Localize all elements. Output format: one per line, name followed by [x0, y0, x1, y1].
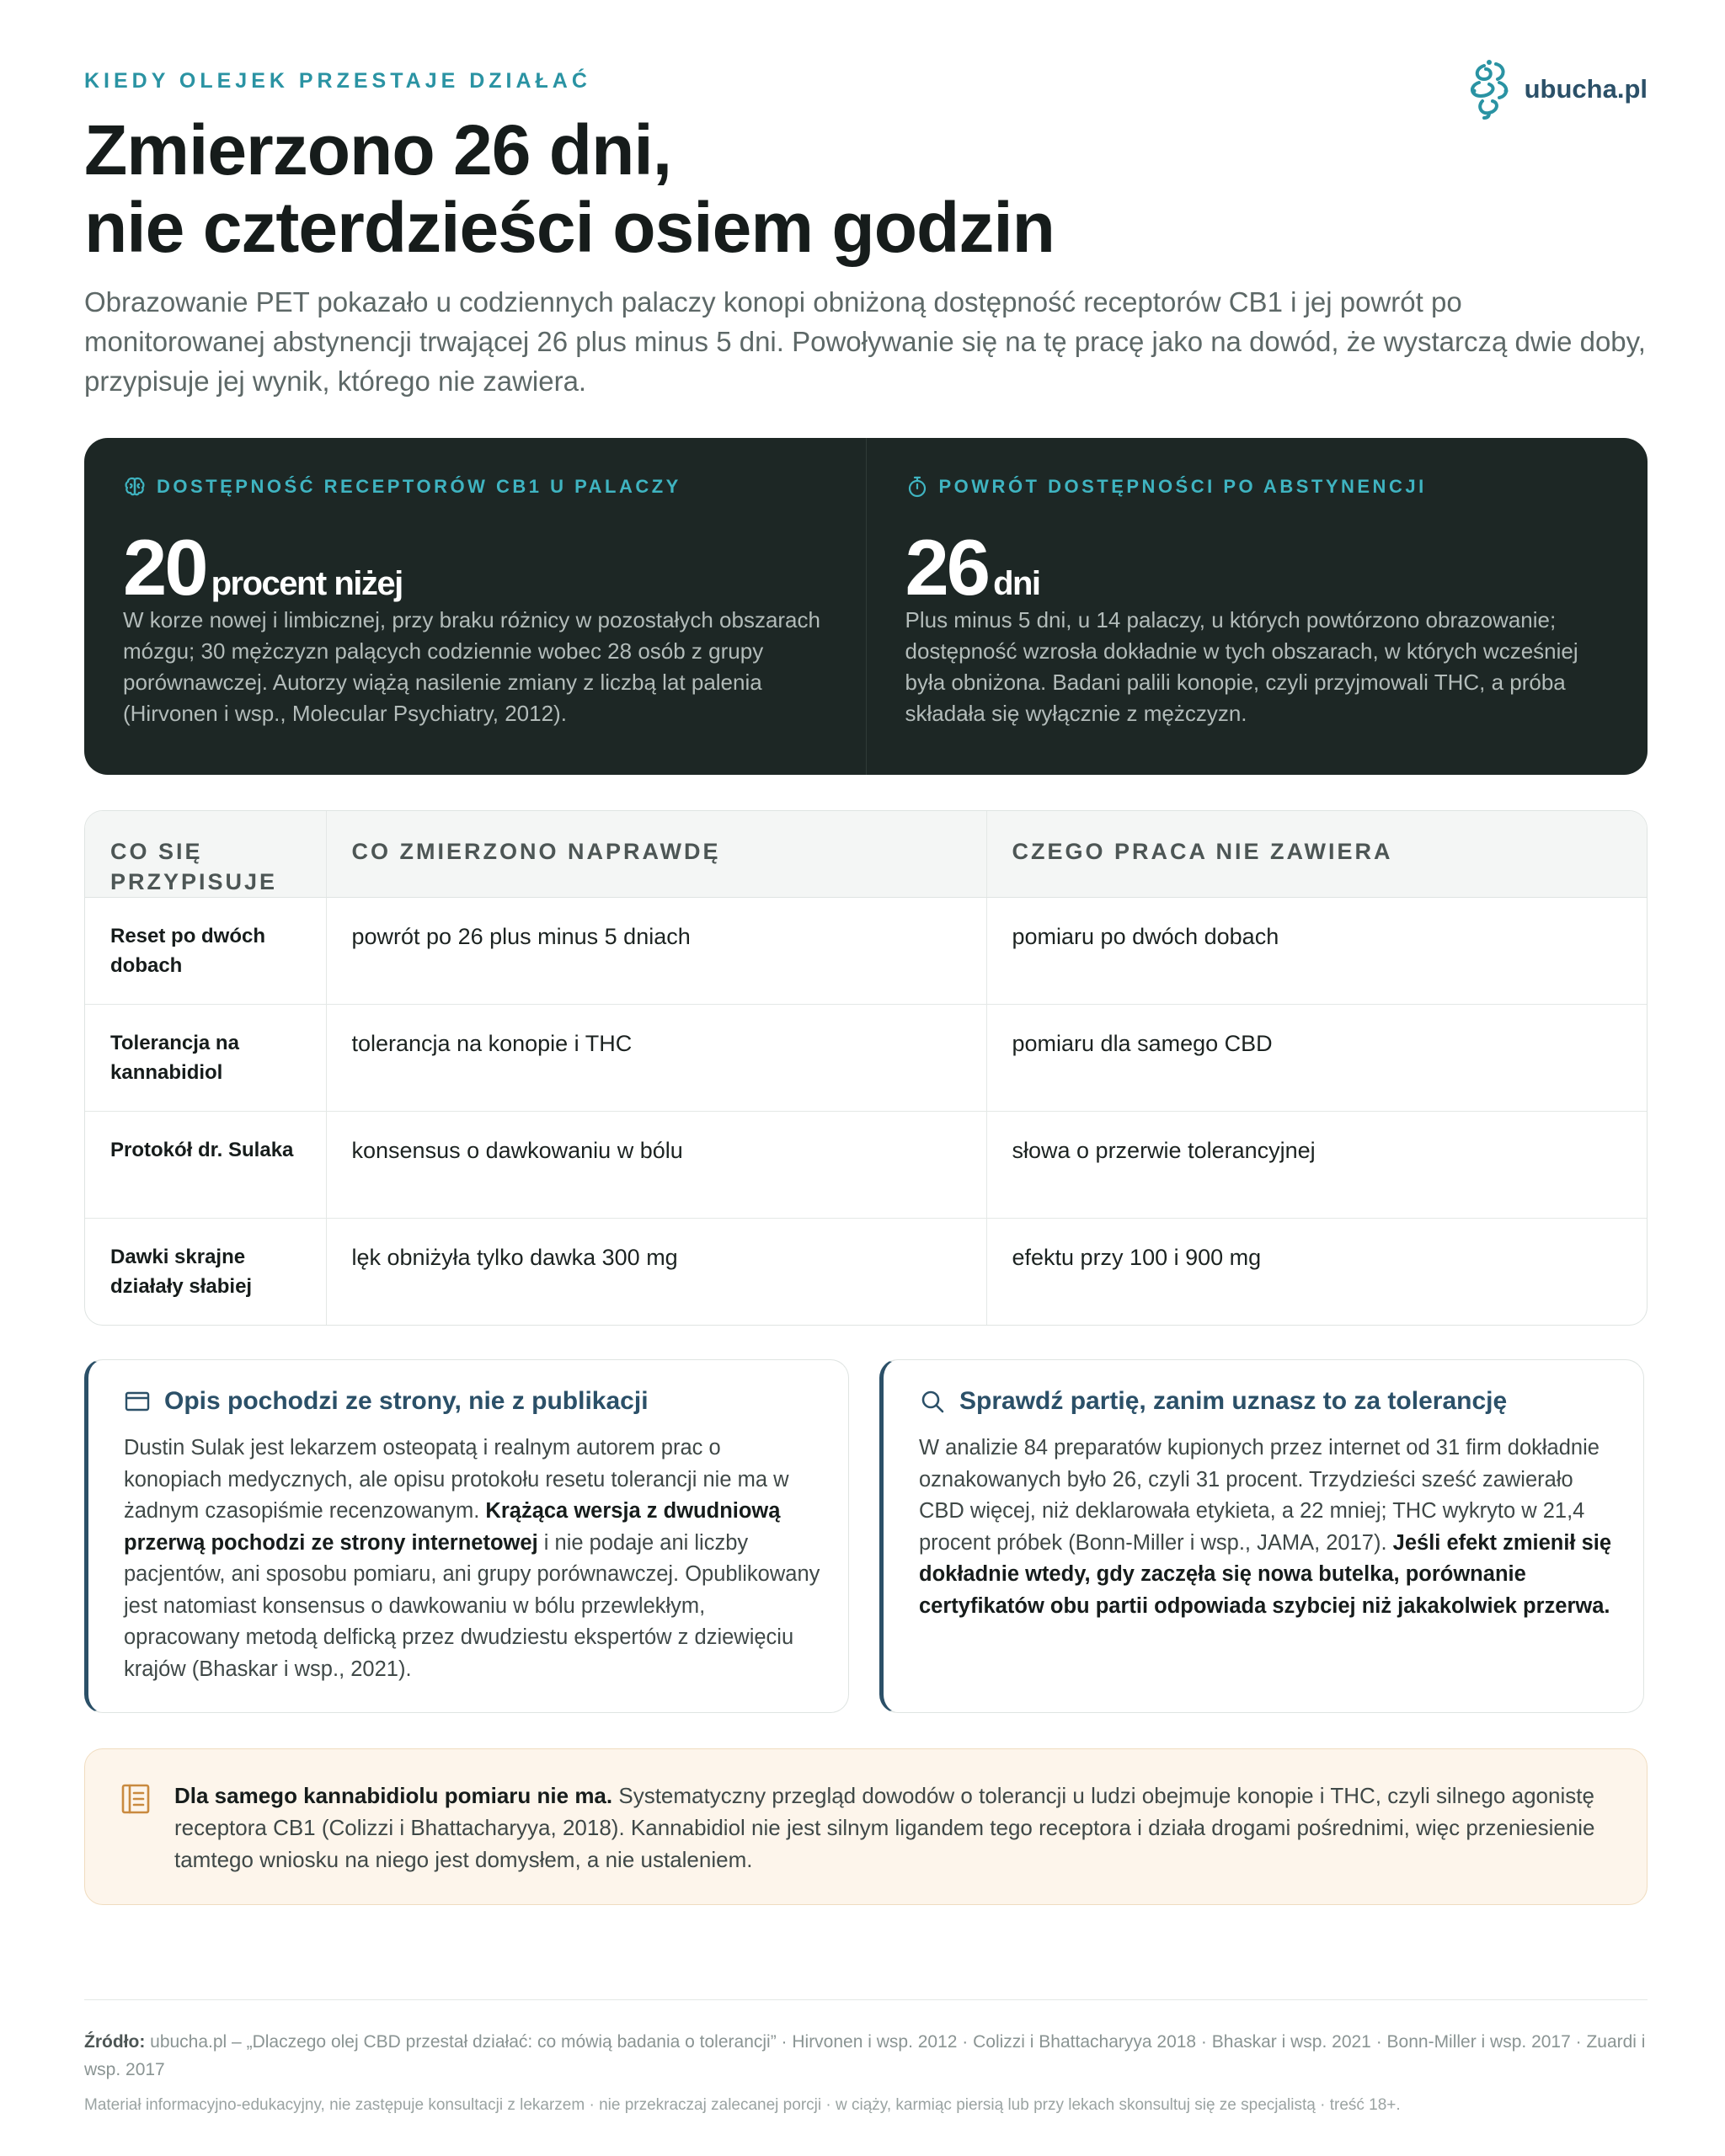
stat-value	[905, 522, 1040, 613]
eyebrow: KIEDY OLEJEK PRZESTAJE DZIAŁAĆ	[84, 69, 591, 93]
table-row	[85, 1004, 1647, 1111]
table-cell-measured: powrót po 26 plus minus 5 dniach	[326, 898, 986, 1005]
stat-number: 20	[123, 523, 206, 611]
source-line	[84, 2028, 1648, 2084]
brand-logo-icon	[1464, 57, 1516, 121]
table-cell-measured: tolerancja na konopie i THC	[326, 1004, 986, 1111]
card-title-text: Opis pochodzi ze strony, nie z publikacji	[164, 1387, 649, 1415]
stat-number: 26	[905, 523, 989, 611]
brain-icon	[123, 475, 147, 499]
table-cell-missing: pomiaru dla samego CBD	[986, 1004, 1647, 1111]
callout-body: Systematyczny przegląd dowodów o tolerancji u ludzi obejmuje konopie i THC, czyli silnego agonistę receptora CB1 (Colizzi i Bhattacharyya, 2018). Kannabidiol nie jest silnym ligandem tego receptora i działa drogami pośrednimi, więc przeniesienie tamtego wniosku na niego jest domysłem, a nie ustaleniem.	[174, 1783, 1595, 1872]
card-body-text: W analizie 84 preparatów kupionych przez internet od 31 firm dokładnie oznakowanych było 26, czyli 31 procent. Trzydzieści sześć zawierało CBD więcej, niż deklarowała etykieta, a 22 mniej; THC wykryto w 21,4 procent próbek (Bonn-Miller i wsp., JAMA, 2017).	[919, 1436, 1599, 1555]
table-cell-claim: Reset po dwóch dobach	[85, 898, 326, 1005]
card-title-text: Sprawdź partię, zanim uznasz to za tolerancję	[959, 1387, 1508, 1415]
page-title-line-2: nie czterdzieści osiem godzin	[84, 188, 1055, 267]
table-cell-claim: Dawki skrajne działały słabiej	[110, 1245, 253, 1298]
browser-window-icon	[124, 1388, 151, 1415]
column-header: CZEGO PRACA NIE ZAWIERA	[986, 811, 1647, 898]
table-cell-missing: efektu przy 100 i 900 mg	[986, 1218, 1647, 1325]
callout-note	[84, 1748, 1648, 1905]
page-title	[84, 111, 1348, 266]
column-header: CO SIĘ PRZYPISUJE	[85, 811, 326, 898]
stat-unit: procent niżej	[211, 565, 403, 602]
card-source-origin	[84, 1359, 849, 1713]
table-cell-measured: konsensus o dawkowaniu w bólu	[326, 1111, 986, 1218]
table-cell-claim: Protokół dr. Sulaka	[85, 1111, 326, 1218]
table-cell-measured: lęk obniżyła tylko dawka 300 mg	[326, 1218, 986, 1325]
comparison-table	[84, 810, 1648, 1326]
disclaimer: Materiał informacyjno-edukacyjny, nie zastępuje konsultacji z lekarzem · nie przekraczaj zalecanej porcji · w ciąży, karmiąc piersią lub przy lekach skonsultuj się ze specjalistą · treść 18+.	[84, 2096, 1401, 2114]
page-title-line-1: Zmierzono 26 dni,	[84, 110, 672, 189]
footer-divider	[84, 1999, 1648, 2000]
infographic-page	[84, 0, 1648, 2114]
stat-label-text: POWRÓT DOSTĘPNOŚCI PO ABSTYNENCJI	[938, 476, 1427, 497]
card-title	[124, 1387, 649, 1416]
card-body-emphasis: Krążąca wersja z dwudniową przerwą pochodzi ze strony internetowej	[124, 1499, 781, 1555]
callout-emphasis: Dla samego kannabidiolu pomiaru nie ma.	[174, 1783, 613, 1808]
stat-description: Plus minus 5 dni, u 14 palaczy, u których powtórzono obrazowanie; dostępność wzrosła dokładnie w tych obszarach, w których wcześniej była obniżona. Badani palili konopie, czyli przyjmowali THC, a próba składała się wyłącznie z mężczyzn.	[905, 607, 1578, 726]
card-title	[919, 1387, 1507, 1416]
table-row	[85, 1111, 1647, 1218]
card-body	[124, 1433, 823, 1685]
stat-unit: dni	[993, 565, 1040, 602]
stopwatch-icon	[905, 475, 929, 499]
table-header-row	[85, 811, 1647, 898]
search-icon	[919, 1388, 946, 1415]
card-body-emphasis: Jeśli efekt zmienił się dokładnie wtedy, gdy zaczęła się nowa butelka, porównanie certyfikatów obu partii odpowiada szybciej niż jakakolwiek przerwa.	[919, 1530, 1612, 1618]
table-cell-claim: Tolerancja na kannabidiol	[85, 1004, 326, 1111]
stat-label-text: DOSTĘPNOŚĆ RECEPTORÓW CB1 U PALACZY	[157, 476, 681, 497]
card-body-text: Dustin Sulak jest lekarzem osteopatą i realnym autorem prac o konopiach medycznych, ale opisu protokołu resetu tolerancji nie ma w żadnym czasopiśmie recenzowanym.	[124, 1436, 789, 1523]
info-cards	[84, 1359, 1648, 1713]
table-row	[85, 898, 1647, 1005]
header	[84, 0, 1648, 438]
lead-paragraph: Obrazowanie PET pokazało u codziennych palaczy konopi obniżoną dostępność receptorów CB1 i jej powrót po monitorowanej abstynencji trwającej 26 plus minus 5 dni. Powoływanie się na tę pracę jako na dowód, że wystarczą dwie doby, przypisuje jej wynik, którego nie zawiera.	[84, 286, 1646, 397]
document-list-icon	[120, 1783, 151, 1815]
card-body	[919, 1433, 1618, 1622]
source-text: ubucha.pl – „Dlaczego olej CBD przestał działać: co mówią badania o tolerancji” · Hirvonen i wsp. 2012 · Colizzi i Bhattacharyya 2018 · Bhaskar i wsp. 2021 · Bonn-Miller i wsp. 2017 · Zuardi i wsp. 2017	[84, 2032, 1646, 2079]
table-row	[85, 1218, 1647, 1325]
brand[interactable]	[1464, 57, 1648, 121]
brand-name: ubucha.pl	[1524, 74, 1648, 104]
card-check-batch	[879, 1359, 1644, 1713]
stat-label	[123, 475, 681, 499]
card-body-text: i nie podaje ani liczby pacjentów, ani sposobu pomiaru, ani grupy porównawczej. Opublikowany jest natomiast konsensus o dawkowaniu w bólu przewlekłym, opracowany metodą delficką przez dwudziestu ekspertów z dziewięciu krajów (Bhaskar i wsp., 2021).	[124, 1530, 820, 1681]
table-cell-missing: pomiaru po dwóch dobach	[986, 898, 1647, 1005]
stat-value	[123, 522, 403, 613]
column-header: CO ZMIERZONO NAPRAWDĘ	[326, 811, 986, 898]
stat-cb1-availability	[84, 438, 866, 775]
callout-text	[174, 1780, 1623, 1876]
stat-recovery-after-abstinence	[866, 438, 1648, 775]
stats-panel	[84, 438, 1648, 775]
table-cell-missing: słowa o przerwie tolerancyjnej	[986, 1111, 1647, 1218]
stat-label	[905, 475, 1427, 499]
stat-description: W korze nowej i limbicznej, przy braku różnicy w pozostałych obszarach mózgu; 30 mężczyzn palących codziennie wobec 28 osób z grupy porównawczej. Autorzy wiążą nasilenie zmiany z liczbą lat palenia (Hirvonen i wsp., Molecular Psychiatry, 2012).	[123, 607, 820, 726]
source-label: Źródło:	[84, 2032, 146, 2052]
